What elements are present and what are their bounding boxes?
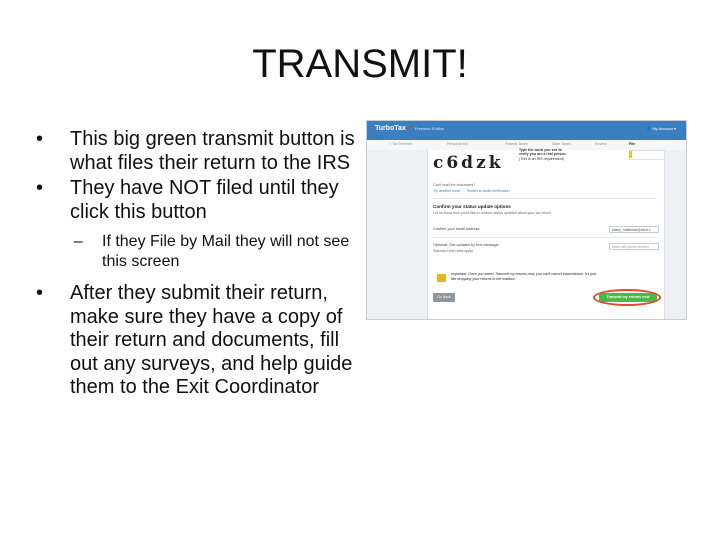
bullet-text: This big green transmit button is what files their return to the IRS [70,128,355,174]
important-notice [431,269,657,289]
bullet-text: After they submit their return, make sure they have a copy of their return and documents, fill out any surveys, and help guide them to the Exit Coordinator [70,282,353,398]
mailbox-icon [437,274,446,282]
progress-box [629,150,665,160]
nav-tax-timeline[interactable]: < Tax Timeline [389,142,413,146]
user-icon: 👤 [646,126,652,131]
switch-audio-link[interactable]: Switch to audio verification [467,189,510,193]
captcha-image: c6dzk [433,153,504,173]
email-label: Confirm your email address [433,227,480,231]
divider [431,198,657,199]
bullet-dot: • [36,177,44,199]
status-section-subtitle: Let us know how you'd like to receive status updates about your tax return [433,211,551,215]
text-rates-note: Standard text rates apply [433,249,473,253]
go-back-button[interactable]: Go Back [433,293,455,302]
email-field[interactable]: kasey_matthews@intuit.c [609,226,659,233]
bullet-dot: • [36,128,44,150]
nav-personal-info[interactable]: Personal Info [447,142,469,146]
divider [431,237,657,238]
transmit-returns-button[interactable]: Transmit my returns now [599,293,657,302]
bullet-item [32,177,362,224]
my-account-menu[interactable]: 👤 My Account ▾ [646,126,676,131]
logo-text: TurboTax [375,125,406,132]
sub-bullet-item [32,232,362,272]
try-another-word-link[interactable]: Try another word [433,189,461,193]
progress-marker [629,151,632,158]
my-account-label: My Account [652,126,673,131]
sub-bullet-text: If they File by Mail they will not see this screen [102,233,350,270]
bullet-item [32,128,362,175]
phone-number-field[interactable]: Enter cell phone number [609,243,659,250]
nav-state-taxes[interactable]: State Taxes [552,142,571,146]
bullet-dot: • [36,282,44,304]
captcha-note-sub: (This is an IRS requirement) [519,156,564,161]
turbotax-screenshot [366,120,687,320]
nav-federal-taxes[interactable]: Federal Taxes [505,142,528,146]
captcha-instructions [519,148,567,161]
cant-read-text: Can't read the characters? [433,183,476,187]
highlight-ring [593,289,661,306]
checkmark-icon: ✓ [405,125,412,132]
captcha-note-bold: Type the word you see to verify you are a real person [519,148,566,157]
edition-label: Freedom Edition [414,126,445,131]
status-section-title: Confirm your status update options [433,204,511,209]
nav-review[interactable]: Review [595,142,607,146]
slide-title: TRANSMIT! [252,42,468,86]
turbotax-logo [375,124,444,132]
important-text: Important: Once you select Transmit my returns now, you can't cancel transmission. It's just like dropping your returns in the mailbox. [451,272,596,281]
bullet-list [32,128,362,402]
bullet-item [32,282,362,400]
app-header [367,121,686,140]
text-updates-label: Optional: Get updates by text message [433,243,499,247]
sub-bullet-dash: – [74,233,83,250]
nav-file[interactable]: File [629,142,636,146]
bullet-text: They have NOT filed until they click this button [70,177,339,223]
